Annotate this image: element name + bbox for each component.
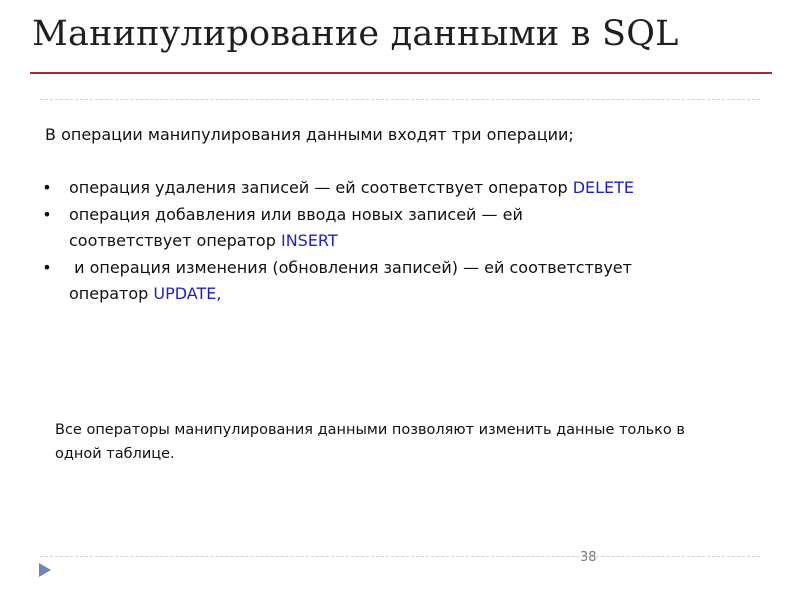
slide-title: Манипулирование данными в SQL — [32, 14, 679, 54]
bullet-text: операция удаления записей — ей соответствует оператор — [69, 178, 573, 197]
bullet-icon: • — [42, 178, 52, 197]
intro-text: В операции манипулирования данными входят три операции; — [45, 125, 574, 144]
triangle-right-icon[interactable] — [38, 562, 52, 578]
bullet-icon: • — [42, 204, 52, 224]
note-text: Все операторы манипулирования данными позволяют изменить данные только в одной таблице. — [55, 422, 685, 462]
bullet-text: и операция изменения (обновления записей) — ей соответствует оператор — [69, 257, 638, 303]
keyword-insert: INSERT — [280, 231, 338, 250]
top-divider — [40, 99, 760, 100]
keyword-delete: DELETE — [572, 178, 635, 197]
bullet-text: операция добавления или ввода новых записей — ей соответствует оператор — [69, 204, 523, 250]
bottom-divider — [40, 556, 760, 557]
bullet-item-delete — [40, 175, 640, 202]
page-number: 38 — [580, 550, 597, 565]
bullet-item-insert — [40, 202, 640, 255]
bullet-list — [40, 175, 640, 308]
bullet-item-update — [40, 255, 640, 308]
keyword-update: UPDATE, — [153, 284, 222, 303]
title-underline — [30, 72, 772, 74]
bullet-icon: • — [42, 257, 52, 277]
